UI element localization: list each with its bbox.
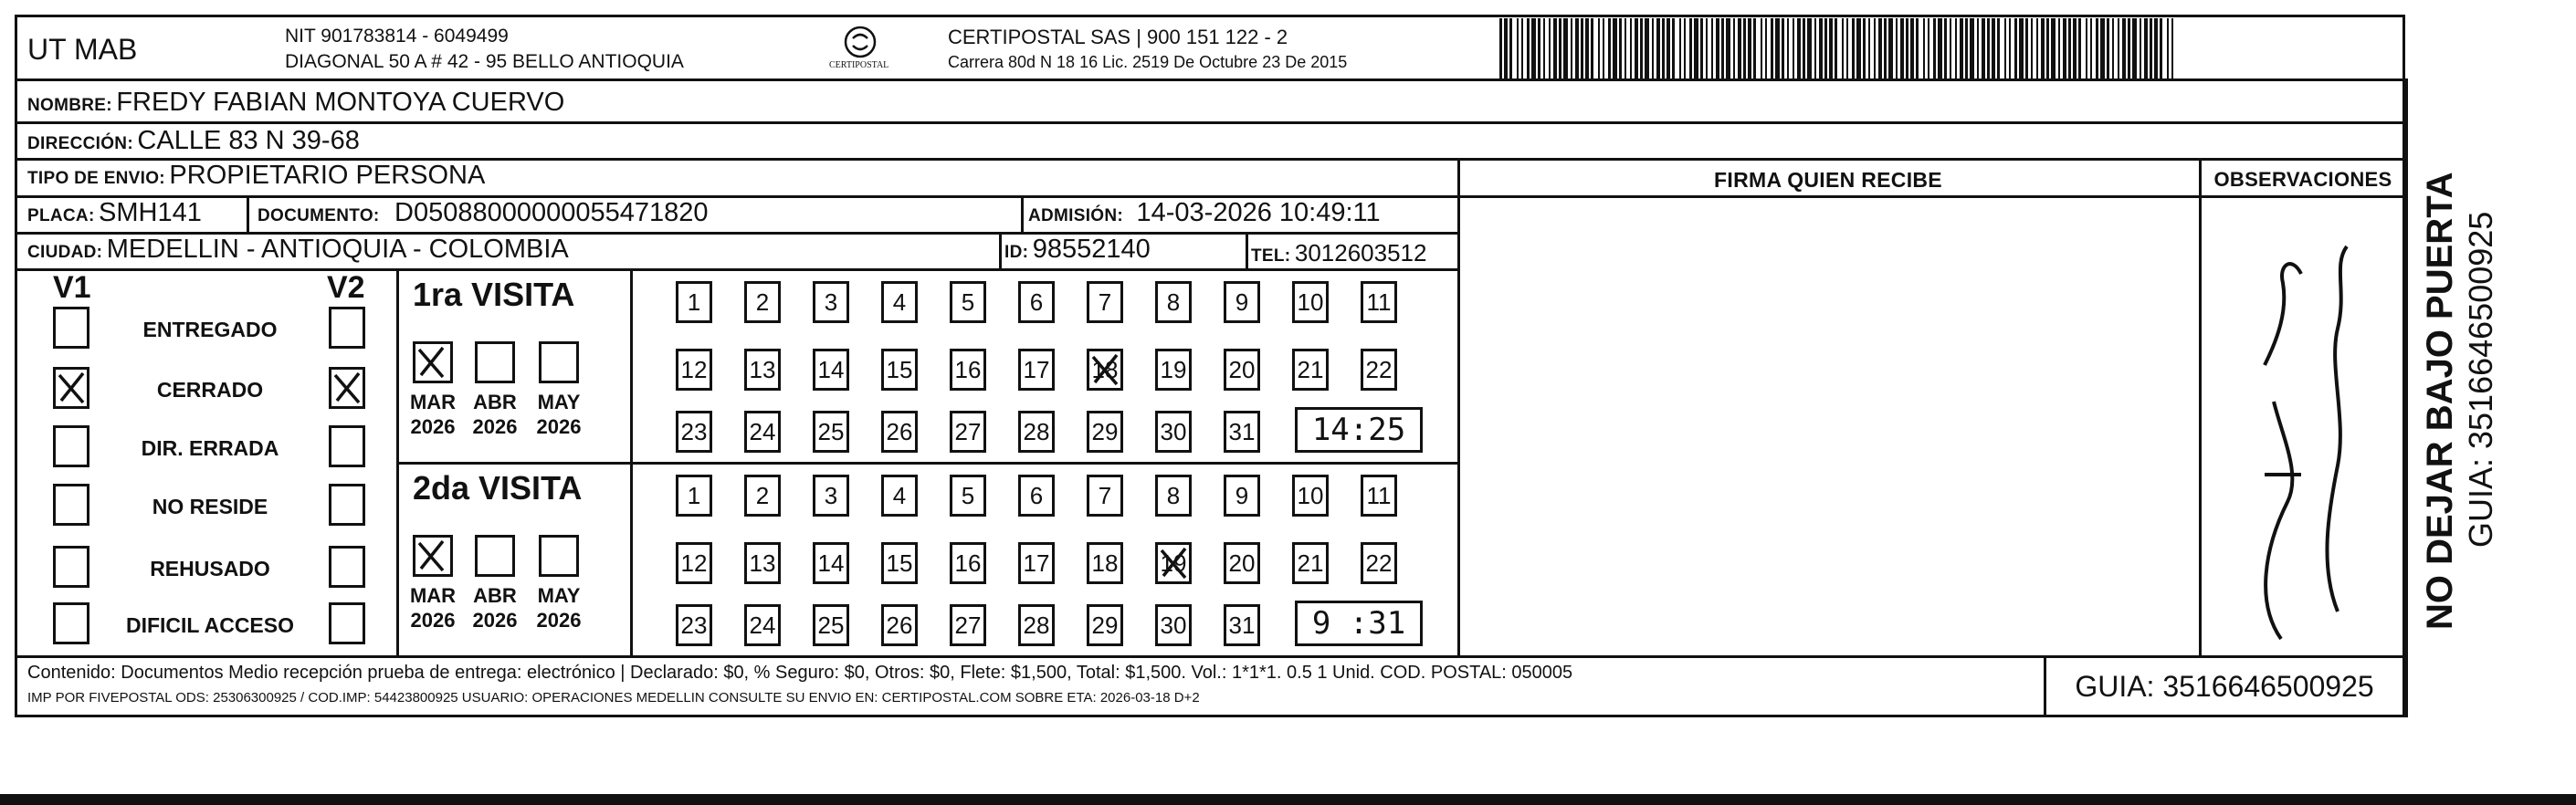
barcode-bar	[1662, 18, 1665, 78]
barcode-bar	[1499, 18, 1502, 78]
month-checkbox[interactable]	[475, 341, 515, 383]
admision-value: 14-03-2026 10:49:11	[1136, 198, 1381, 227]
day-box[interactable]: 26	[881, 604, 918, 646]
day-box[interactable]: 25	[813, 604, 849, 646]
ciudad-value: MEDELLIN - ANTIOQUIA - COLOMBIA	[106, 235, 569, 264]
day-box[interactable]: 5	[950, 475, 986, 517]
barcode-bar	[1824, 18, 1827, 78]
barcode-bar	[2118, 18, 2119, 78]
header-address: DIAGONAL 50 A # 42 - 95 BELLO ANTIOQUIA	[285, 51, 684, 72]
v2-checkbox[interactable]	[329, 602, 365, 644]
barcode-bar	[1571, 18, 1572, 78]
barcode-bar	[2144, 18, 2148, 78]
day-box[interactable]: 3	[813, 281, 849, 323]
barcode-bar	[1603, 18, 1604, 78]
day-box[interactable]: 9	[1224, 281, 1260, 323]
status-label: REHUSADO	[150, 557, 270, 580]
barcode-bar	[2009, 18, 2011, 78]
barcode-bar	[2167, 18, 2169, 78]
barcode-bar	[1842, 18, 1844, 78]
day-box[interactable]: 30	[1155, 604, 1192, 646]
barcode-bar	[1955, 18, 1957, 78]
barcode-bar	[1960, 18, 1963, 78]
day-box[interactable]: 16	[950, 349, 986, 391]
barcode-bar	[1504, 18, 1508, 78]
barcode-bar	[2140, 18, 2141, 78]
barcode-bar	[1517, 18, 1519, 78]
barcode-bar	[1807, 18, 1812, 78]
license-text: Carrera 80d N 18 16 Lic. 2519 De Octubre 23 De 2015	[948, 53, 1348, 71]
barcode-bar	[2058, 18, 2060, 78]
v1-checkbox[interactable]	[53, 367, 89, 409]
company-text: CERTIPOSTAL SAS | 900 151 122 - 2	[948, 26, 1288, 48]
barcode-bar	[1771, 18, 1773, 78]
barcode-bar	[1970, 18, 1974, 78]
day-box[interactable]: 13	[744, 542, 781, 584]
observaciones-header: OBSERVACIONES	[2213, 168, 2392, 191]
barcode-bar	[1863, 18, 1866, 78]
barcode-bar	[1667, 18, 1670, 78]
barcode-bar	[1933, 18, 1936, 78]
day-box[interactable]: 7	[1087, 475, 1123, 517]
barcode-bar	[1803, 18, 1805, 78]
barcode-bar	[1856, 18, 1861, 78]
day-box[interactable]: 17	[1018, 349, 1055, 391]
ciudad-row: CIUDAD: MEDELLIN - ANTIOQUIA - COLOMBIA	[27, 235, 569, 264]
barcode-bar	[1672, 18, 1675, 78]
day-box[interactable]: 27	[950, 411, 986, 453]
v1-checkbox[interactable]	[53, 307, 89, 349]
barcode-bar	[1581, 18, 1583, 78]
cell-divider	[999, 232, 1002, 268]
brand-text: UT MAB	[27, 33, 138, 66]
barcode-bar	[1868, 18, 1870, 78]
placa-value: SMH141	[99, 198, 202, 227]
day-box[interactable]: 11	[1361, 281, 1397, 323]
firma-divider	[1457, 158, 1460, 655]
day-box[interactable]: 30	[1155, 411, 1192, 453]
v1-checkbox[interactable]	[53, 425, 89, 467]
day-box[interactable]: 26	[881, 411, 918, 453]
barcode-bar	[1977, 18, 1979, 78]
day-box[interactable]: 12	[676, 349, 712, 391]
barcode-bar	[1765, 18, 1767, 78]
visit-title: 2da VISITA	[413, 469, 583, 507]
barcode-bar	[1916, 18, 1919, 78]
month-label: MAR	[409, 391, 457, 413]
barcode-bar	[1613, 18, 1617, 78]
barcode-bar	[1928, 18, 1929, 78]
day-box[interactable]: 6	[1018, 281, 1055, 323]
day-box[interactable]: 15	[881, 349, 918, 391]
barcode-bar	[1950, 18, 1951, 78]
day-box[interactable]: 31	[1224, 604, 1260, 646]
day-box[interactable]: 29	[1087, 604, 1123, 646]
day-box[interactable]: 17	[1018, 542, 1055, 584]
barcode-bar	[1997, 18, 2000, 78]
barcode-bar	[1598, 18, 1600, 78]
barcode-bar	[1563, 18, 1568, 78]
barcode-bar	[2100, 18, 2105, 78]
status-label: CERRADO	[156, 378, 264, 402]
day-box[interactable]: 10	[1292, 475, 1329, 517]
bottom-bar	[0, 794, 2576, 805]
barcode-bar	[2004, 18, 2006, 78]
barcode-bar	[1679, 18, 1681, 78]
v1-checkbox[interactable]	[53, 602, 89, 644]
barcode-bar	[1743, 18, 1746, 78]
firma-header: FIRMA QUIEN RECIBE	[1714, 168, 1942, 192]
barcode-bar	[1559, 18, 1561, 78]
barcode-bar	[1787, 18, 1789, 78]
barcode-bar	[2107, 18, 2109, 78]
barcode-bar	[2150, 18, 2152, 78]
barcode-bar	[2073, 18, 2077, 78]
year-label: 2026	[410, 609, 456, 632]
barcode-bar	[1910, 18, 1914, 78]
time-box[interactable]: 9 :31	[1295, 601, 1423, 646]
barcode-bar	[1888, 18, 1893, 78]
barcode-bar	[2128, 18, 2130, 78]
status-label: DIFICIL ACCESO	[125, 613, 294, 637]
day-box[interactable]: 6	[1018, 475, 1055, 517]
barcode-bar	[2068, 18, 2071, 78]
barcode-bar	[2078, 18, 2081, 78]
barcode-bar	[2014, 18, 2017, 78]
day-box[interactable]: 14	[813, 542, 849, 584]
day-box[interactable]: 23	[676, 411, 712, 453]
day-box[interactable]: 9	[1224, 475, 1260, 517]
tel-row: TEL: 3012603512	[1251, 239, 1427, 267]
day-box[interactable]: 31	[1224, 411, 1260, 453]
documento-value: D05088000000055471820	[394, 198, 709, 227]
barcode-bar	[2096, 18, 2098, 78]
barcode-bar	[1684, 18, 1686, 78]
nombre-value: FREDY FABIAN MONTOYA CUERVO	[116, 88, 565, 117]
tipo-row: TIPO DE ENVIO: PROPIETARIO PERSONA	[27, 161, 486, 190]
barcode-bar	[2112, 18, 2114, 78]
row-divider	[15, 268, 1457, 271]
barcode-bar	[1738, 18, 1741, 78]
barcode-bar	[1543, 18, 1545, 78]
day-box[interactable]: 1	[676, 475, 712, 517]
barcode-bar	[2063, 18, 2066, 78]
v2-checkbox[interactable]	[329, 307, 365, 349]
day-box[interactable]: 16	[950, 542, 986, 584]
day-box[interactable]: 27	[950, 604, 986, 646]
barcode-bar	[1608, 18, 1611, 78]
cell-divider	[1021, 195, 1024, 232]
day-box[interactable]: 1	[676, 281, 712, 323]
barcode-bar	[1923, 18, 1925, 78]
v2-checkbox[interactable]	[329, 484, 365, 526]
barcode-bar	[1775, 18, 1780, 78]
barcode-bar	[1726, 18, 1730, 78]
day-box[interactable]: 4	[881, 281, 918, 323]
barcode-bar	[2154, 18, 2158, 78]
v1-checkbox[interactable]	[53, 546, 89, 588]
day-box[interactable]: 8	[1155, 281, 1192, 323]
barcode-bar	[1852, 18, 1855, 78]
barcode-bar	[2041, 18, 2045, 78]
barcode-bar	[1694, 18, 1698, 78]
footer-guia: GUIA: 3516646500925	[2075, 670, 2374, 703]
month-checkbox[interactable]	[413, 535, 453, 577]
barcode-bar	[2122, 18, 2126, 78]
contenido-text: Contenido: Documentos Medio recepción prueba de entrega: electrónico | Declarado: $0, % Seguro: $0, Otros: $0, Flete: $1,500, Total: $1,500. Vol.: 1*1*1. 0.5 1 Unid. COD. POSTAL: 050005	[27, 663, 1573, 683]
day-box[interactable]: 10	[1292, 281, 1329, 323]
day-box[interactable]: 3	[813, 475, 849, 517]
day-box[interactable]: 22	[1361, 542, 1397, 584]
status-label: ENTREGADO	[142, 318, 278, 341]
barcode-bar	[1944, 18, 1947, 78]
barcode-bar	[1716, 18, 1719, 78]
month-label: ABR	[473, 584, 517, 607]
barcode-bar	[1635, 18, 1638, 78]
barcode-bar	[2086, 18, 2087, 78]
side-divider	[2405, 78, 2408, 717]
side-notice: NO DEJAR BAJO PUERTA	[2420, 172, 2460, 630]
day-box[interactable]: 2	[744, 281, 781, 323]
barcode-bar	[1733, 18, 1735, 78]
barcode-bar	[2019, 18, 2024, 78]
observaciones-handwriting	[2201, 201, 2405, 653]
tel-value: 3012603512	[1294, 239, 1427, 267]
month-checkbox[interactable]	[413, 341, 453, 383]
barcode-bar	[1878, 18, 1882, 78]
v2-checkbox[interactable]	[329, 367, 365, 409]
direccion-value: CALLE 83 N 39-68	[137, 126, 360, 155]
barcode-bar	[1509, 18, 1512, 78]
barcode-bar	[1711, 18, 1713, 78]
month-label: ABR	[473, 391, 517, 413]
barcode-bar	[1982, 18, 1985, 78]
barcode-bar	[1700, 18, 1703, 78]
barcode-bar	[1706, 18, 1708, 78]
barcode-bar	[1793, 18, 1794, 78]
barcode-bar	[1689, 18, 1692, 78]
row-divider	[15, 121, 2405, 124]
month-checkbox[interactable]	[539, 341, 579, 383]
barcode-bar	[1630, 18, 1632, 78]
barcode	[1499, 18, 2177, 78]
v2-checkbox[interactable]	[329, 546, 365, 588]
barcode-bar	[2031, 18, 2033, 78]
day-box[interactable]: 19	[1155, 349, 1192, 391]
day-box[interactable]: 22	[1361, 349, 1397, 391]
day-box[interactable]: 13	[744, 349, 781, 391]
barcode-bar	[1585, 18, 1589, 78]
barcode-bar	[1549, 18, 1551, 78]
cell-divider	[1246, 232, 1248, 268]
barcode-bar	[1874, 18, 1876, 78]
month-day-divider	[630, 268, 633, 655]
barcode-bar	[1531, 18, 1536, 78]
barcode-bar	[1640, 18, 1643, 78]
barcode-bar	[1987, 18, 1990, 78]
barcode-bar	[2132, 18, 2137, 78]
nit-text: NIT 901783814 - 6049499	[285, 26, 509, 47]
v2-label: V2	[327, 270, 365, 305]
day-box[interactable]: 4	[881, 475, 918, 517]
day-box[interactable]: 21	[1292, 542, 1329, 584]
id-value: 98552140	[1032, 235, 1151, 264]
day-box[interactable]: 29	[1087, 411, 1123, 453]
tipo-value: PROPIETARIO PERSONA	[169, 161, 486, 190]
day-box[interactable]: 24	[744, 604, 781, 646]
barcode-bar	[1829, 18, 1833, 78]
barcode-bar	[2160, 18, 2162, 78]
status-label: NO RESIDE	[152, 495, 268, 518]
barcode-bar	[1797, 18, 1801, 78]
year-label: 2026	[472, 609, 518, 632]
barcode-bar	[1521, 18, 1523, 78]
barcode-bar	[1938, 18, 1942, 78]
day-box[interactable]: 8	[1155, 475, 1192, 517]
month-label: MAY	[537, 391, 581, 413]
barcode-bar	[2051, 18, 2056, 78]
form-frame	[15, 15, 2405, 717]
day-box[interactable]: 11	[1361, 475, 1397, 517]
day-box[interactable]: 18	[1087, 349, 1123, 391]
barcode-bar	[1619, 18, 1622, 78]
barcode-bar	[1553, 18, 1557, 78]
day-box[interactable]: 7	[1087, 281, 1123, 323]
month-label: MAY	[537, 584, 581, 607]
barcode-bar	[1656, 18, 1660, 78]
barcode-bar	[1575, 18, 1579, 78]
day-box[interactable]: 20	[1224, 542, 1260, 584]
side-guia: GUIA: 3516646500925	[2462, 211, 2499, 548]
v2-checkbox[interactable]	[329, 425, 365, 467]
cell-divider	[247, 195, 249, 232]
month-checkbox[interactable]	[475, 535, 515, 577]
barcode-bar	[1748, 18, 1751, 78]
barcode-bar	[1652, 18, 1654, 78]
barcode-bar	[2171, 18, 2173, 78]
barcode-bar	[2036, 18, 2038, 78]
barcode-bar	[1527, 18, 1530, 78]
v1-checkbox[interactable]	[53, 484, 89, 526]
barcode-bar	[1896, 18, 1898, 78]
day-box[interactable]: 14	[813, 349, 849, 391]
day-box[interactable]: 19	[1155, 542, 1192, 584]
barcode-bar	[1721, 18, 1724, 78]
day-box[interactable]: 28	[1018, 411, 1055, 453]
day-box[interactable]: 28	[1018, 604, 1055, 646]
barcode-bar	[1624, 18, 1626, 78]
barcode-bar	[2046, 18, 2049, 78]
imp-text: IMP POR FIVEPOSTAL ODS: 25306300925 / COD.IMP: 54423800925 USUARIO: OPERACIONES MEDELLIN CONSULTE SU ENVIO EN: CERTIPOSTAL.COM SOBRE ETA: 2026-03-18 D+2	[27, 690, 1200, 706]
barcode-bar	[1814, 18, 1816, 78]
day-box[interactable]: 20	[1224, 349, 1260, 391]
year-label: 2026	[410, 415, 456, 438]
day-box[interactable]: 15	[881, 542, 918, 584]
barcode-bar	[1906, 18, 1908, 78]
documento-row: DOCUMENTO: D05088000000055471820	[258, 198, 709, 227]
day-box[interactable]: 21	[1292, 349, 1329, 391]
nombre-row: NOMBRE: FREDY FABIAN MONTOYA CUERVO	[27, 88, 565, 117]
barcode-bar	[1538, 18, 1540, 78]
logo-text: CERTIPOSTAL	[829, 60, 889, 70]
time-box[interactable]: 14:25	[1295, 407, 1423, 453]
day-box[interactable]: 18	[1087, 542, 1123, 584]
day-box[interactable]: 23	[676, 604, 712, 646]
month-checkbox[interactable]	[539, 535, 579, 577]
barcode-bar	[1761, 18, 1762, 78]
month-label: MAR	[409, 584, 457, 607]
column-header-divider	[1457, 195, 2405, 198]
barcode-bar	[1992, 18, 1995, 78]
barcode-bar	[1782, 18, 1784, 78]
status-label: DIR. ERRADA	[141, 436, 279, 460]
barcode-bar	[1753, 18, 1756, 78]
visit-divider	[396, 462, 1457, 465]
v1-label: V1	[53, 270, 91, 305]
year-label: 2026	[472, 415, 518, 438]
barcode-bar	[1645, 18, 1649, 78]
barcode-bar	[1591, 18, 1593, 78]
barcode-bar	[2025, 18, 2028, 78]
barcode-bar	[1900, 18, 1904, 78]
placa-row: PLACA: SMH141	[27, 198, 202, 227]
day-box[interactable]: 5	[950, 281, 986, 323]
barcode-bar	[1835, 18, 1837, 78]
header-divider	[15, 78, 2405, 81]
year-label: 2026	[536, 609, 582, 632]
direccion-row: DIRECCIÓN: CALLE 83 N 39-68	[27, 126, 360, 155]
barcode-bar	[1846, 18, 1848, 78]
footer-guia-box	[2044, 655, 2405, 717]
barcode-bar	[2090, 18, 2092, 78]
visit-title: 1ra VISITA	[413, 276, 575, 313]
admision-row: ADMISIÓN: 14-03-2026 10:49:11	[1028, 198, 1381, 227]
barcode-bar	[1819, 18, 1823, 78]
day-box[interactable]: 25	[813, 411, 849, 453]
id-row: ID: 98552140	[1004, 235, 1151, 264]
barcode-bar	[1965, 18, 1968, 78]
year-label: 2026	[536, 415, 582, 438]
barcode-bar	[1884, 18, 1887, 78]
day-box[interactable]: 12	[676, 542, 712, 584]
day-box[interactable]: 24	[744, 411, 781, 453]
day-box[interactable]: 2	[744, 475, 781, 517]
